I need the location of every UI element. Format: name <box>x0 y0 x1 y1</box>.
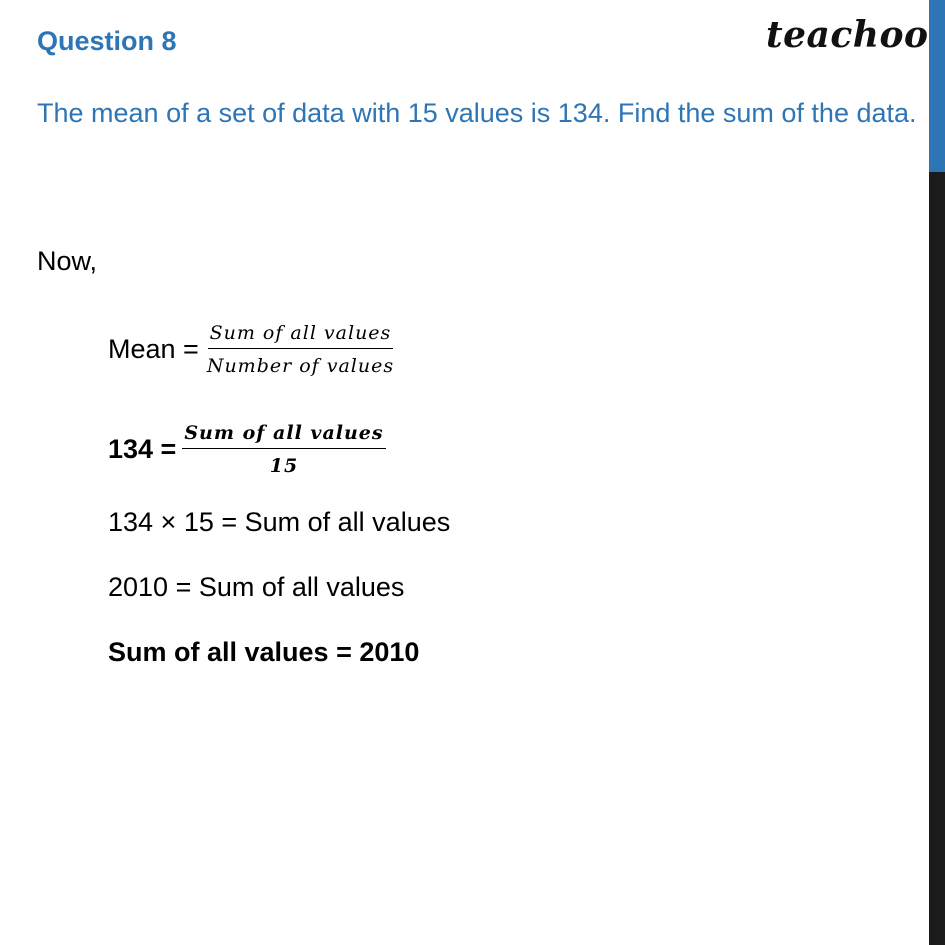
substituted-formula-lhs: 134 = <box>108 434 177 464</box>
substituted-fraction-denominator: 15 <box>269 455 299 477</box>
mean-fraction-denominator: Number of values <box>206 355 395 377</box>
mean-fraction-numerator: Sum of all values <box>208 322 394 349</box>
mean-formula <box>108 322 396 377</box>
side-bar-accent <box>929 0 945 172</box>
substituted-fraction-numerator: Sum of all values <box>182 422 385 449</box>
mean-formula-lhs: Mean = <box>108 334 199 364</box>
substituted-formula <box>108 422 386 477</box>
brand-logo: teachoo <box>766 14 929 56</box>
mean-fraction <box>205 322 396 377</box>
substituted-fraction <box>182 422 385 477</box>
side-bar <box>929 0 945 945</box>
solution-intro: Now, <box>37 246 98 276</box>
final-answer: Sum of all values = 2010 <box>108 637 420 667</box>
question-text: The mean of a set of data with 15 values is 134. Find the sum of the data. <box>37 98 917 128</box>
step-result: 2010 = Sum of all values <box>108 572 405 602</box>
question-title: Question 8 <box>37 26 177 56</box>
step-multiply: 134 × 15 = Sum of all values <box>108 507 451 537</box>
